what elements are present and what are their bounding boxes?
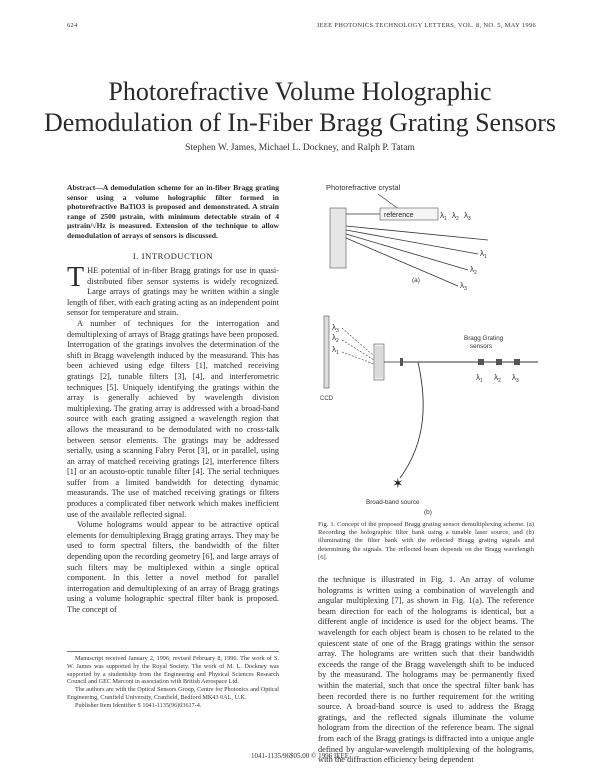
footnote-publisher: Publisher Item Identifier S 1041-1135(96)03617-4. bbox=[75, 701, 202, 709]
intro-paragraph-3: Volume holograms would appear to be attractive optical elements for demultiplexing Bragg grating arrays. They may be used to form spectral filters, the bandwidth of the filter depending upon the recording geometry [6], and large arrays of such filters may be multiplexed within a single optical component. In this letter a novel method for parallel interrogation and demultiplexing of an array of Bragg gratings using a volume holographic spectral filter bank is proposed. The concept of bbox=[67, 520, 279, 614]
footnote-manuscript: Manuscript received January 2, 1996; revised February 8, 1996. The work of S. W. James was supported by the Royal Society. The work of M. L. Dockney was supported by a studentship from the Engineering and Physical Sciences Research Council and GEC Marconi in association with British Aerospace Ltd. bbox=[67, 655, 279, 686]
running-header: IEEE PHOTONICS TECHNOLOGY LETTERS, VOL. 8, NO. 5, MAY 1996 bbox=[317, 22, 536, 29]
drop-cap: T bbox=[67, 262, 85, 293]
lambda-2-top: $\lambda_2$ bbox=[452, 211, 459, 222]
crystal-label: Photorefractive crystal bbox=[326, 183, 401, 192]
figure-1-diagram bbox=[318, 178, 540, 516]
panel-a-label: (a) bbox=[412, 277, 420, 284]
footnotes bbox=[67, 651, 279, 710]
lambda-1-beam: $\lambda_1$ bbox=[480, 249, 487, 260]
bragg-label-2: sensors bbox=[470, 343, 493, 350]
lambda-3-ccd: $\lambda_3$ bbox=[332, 323, 339, 334]
intro-paragraph-1 bbox=[67, 262, 279, 319]
copyright-footer: 1041-1135/96$05.00 © 1996 IEEE bbox=[251, 752, 349, 760]
source-label: Broad-band source bbox=[366, 499, 420, 506]
lambda-3-grating: $\lambda_3$ bbox=[512, 373, 519, 384]
right-column-text bbox=[318, 575, 534, 766]
ccd-array bbox=[324, 316, 329, 388]
figure-1 bbox=[318, 178, 540, 516]
lambda-2-grating: $\lambda_2$ bbox=[494, 373, 501, 384]
lambda-3-top: $\lambda_3$ bbox=[464, 211, 471, 222]
lambda-1-grating: $\lambda_1$ bbox=[476, 373, 483, 384]
intro-p1-text: HE potential of in-fiber Bragg gratings for use in quasi-distributed fiber sensor systems is widely recognized. Large arrays of gratings may be written within a single length of fiber, with each grating acting as an independent point sensor for temperature and strain. bbox=[67, 266, 279, 318]
ccd-label: CCD bbox=[320, 396, 333, 402]
authors: Stephen W. James, Michael L. Dockney, and Ralph P. Tatam bbox=[185, 143, 415, 153]
section-heading: I. INTRODUCTION bbox=[132, 251, 214, 261]
lambda-2-beam: $\lambda_2$ bbox=[470, 265, 477, 276]
hologram-crystal bbox=[374, 344, 384, 380]
source-fiber bbox=[400, 362, 423, 478]
lambda-1-ccd: $\lambda_1$ bbox=[332, 345, 339, 356]
figure-caption: Fig. 1. Concept of the proposed Bragg grating sensor demultiplexing scheme. (a) Recording the holographic filter bank using a tunable laser source, and (b) illuminating the filter bank with the reflected Bragg grating signals and determining the signals. The reflected beam depends on the Bragg wavelength [6]. bbox=[318, 521, 534, 561]
bragg-label-1: Bragg Grating bbox=[464, 335, 504, 342]
introduction bbox=[67, 262, 279, 616]
abstract-text: Abstract—A demodulation scheme for an in-fiber Bragg grating sensor using a volume holographic filter formed in photorefractive BaTiO3 is proposed and demonstrated. A strain range of 2500 μstrain, with minimum detectable strain of 4 μstrain/√Hz is measured. Extension of the technique to allow demodulation of arrays of sensors is discussed. bbox=[67, 183, 279, 240]
lambda-2-ccd: $\lambda_2$ bbox=[332, 333, 339, 344]
reference-label: reference bbox=[384, 212, 414, 219]
panel-b-label: (b) bbox=[424, 509, 432, 516]
footnote-affiliation: The authors are with the Optical Sensors Group, Centre for Photonics and Optical Engineering, Cranfield University, Cranfield, Bedford MK43 0AL, U.K. bbox=[67, 686, 279, 701]
lambda-3-beam: $\lambda_3$ bbox=[460, 281, 467, 292]
source-star-icon: ✶ bbox=[392, 475, 404, 491]
paper-title: Photorefractive Volume Holographic Demodulation of In-Fiber Bragg Grating Sensors bbox=[44, 77, 556, 137]
lambda-1-top: $\lambda_1$ bbox=[440, 211, 447, 222]
crystal-pointer bbox=[378, 194, 400, 210]
diffracted-beams bbox=[342, 328, 374, 364]
collimator-lens bbox=[400, 358, 403, 366]
right-paragraph: the technique is illustrated in Fig. 1. An array of volume holograms is written using a combination of wavelength and angular multiplexing [7], as shown in Fig. 1(a). The reference beam direction for each of the holograms is identical, but a different angle of incidence is used for the object beams. The wavelength for each object beam is chosen to be related to the quiescent state of one of the Bragg gratings within the sensor array. The holograms are written such that their bandwidth exceeds the range of the Bragg wavelength shift to be induced by the measurand. The holograms may be permanently fixed within the material, such that once the spectral filter bank has been recorded there is no further requirement for the writing source. A broad-band source is used to address the Bragg gratings, and the reflected signals illuminate the volume hologram from the direction of the reference beam. The signal from each of the Bragg gratings is diffracted into a unique angle defined by angular-wavelength multiplexing of the holograms, with the diffraction efficiency being dependent bbox=[318, 575, 534, 765]
crystal-block bbox=[330, 208, 346, 268]
intro-paragraph-2: A number of techniques for the interrogation and demultiplexing of arrays of Bragg gratings have been proposed. Interrogation of the gratings involves the determination of the shift in Bragg wavelength induced by the measurand. This has been achieved using edge filters [1], matched receiving gratings [2], tunable filters [3], [4], and interferometric techniques [5]. Uniquely identifying the gratings within the array is generally achieved by wavelength division multiplexing. The grating array is addressed with a broad-band source with each grating assigned a wavelength region that allows the measurand to be demodulated with no cross-talk between sensor elements. The gratings may be addressed serially, using a scanning Fabry Perot [3], or in parallel, using an array of matched receiving gratings [2], interference filters [1] or an acousto-optic tunable filter [4]. The serial techniques suffer from a limited bandwidth for detecting dynamic measurands. The use of matched receiving gratings or filters produces a complicated fiber network which makes inefficient use of the available reflected signal. bbox=[67, 318, 279, 519]
page-number: 624 bbox=[67, 22, 78, 29]
abstract bbox=[67, 183, 279, 241]
